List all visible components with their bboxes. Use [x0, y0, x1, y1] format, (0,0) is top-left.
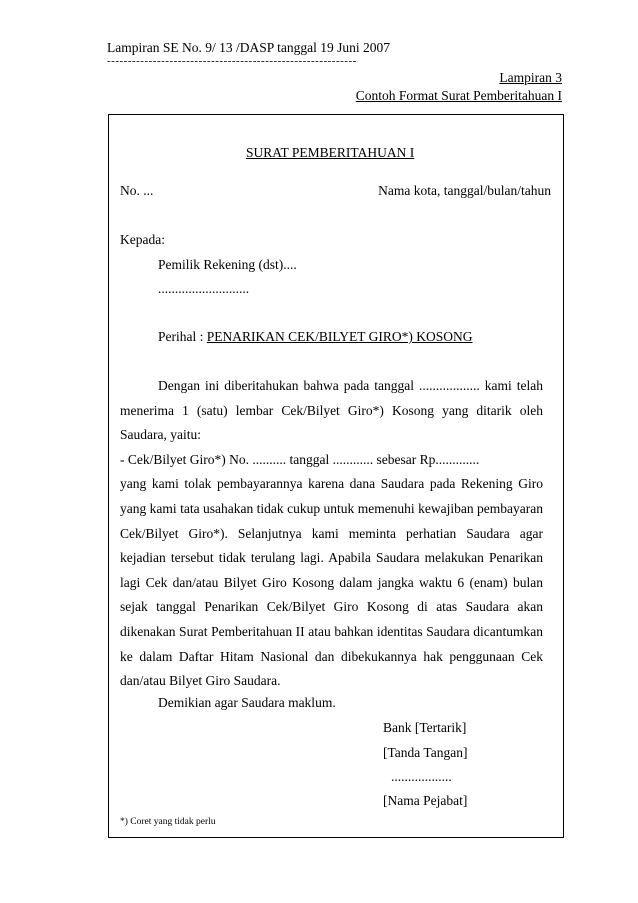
- subject-text: PENARIKAN CEK/BILYET GIRO*) KOSONG: [206, 329, 473, 344]
- official-name: [Nama Pejabat]: [383, 793, 468, 808]
- body-cheque-line: - Cek/Bilyet Giro*) No. .......... tanggal ............ sebesar Rp.............: [120, 451, 480, 467]
- subject-line: [158, 329, 473, 345]
- footnote: *) Coret yang tidak perlu: [120, 817, 216, 827]
- body-paragraph-2: yang kami tolak pembayarannya karena dana Saudara pada Rekening Giro yang kami tata usahakan tidak cukup untuk memenuhi kewajiban pembayaran Cek/Bilyet Giro*). Selanjutnya kami meminta perhatian Saudara agar kejadian tersebut tidak terulang lagi. Apabila Saudara melakukan Penarikan lagi Cek dan/atau Bilyet Giro Kosong dalam jangka waktu 6 (enam) bulan sejak tanggal Penarikan Cek/Bilyet Giro Kosong di atas Saudara akan dikenakan Surat Pemberitahuan II atau bahkan identitas Saudara dicantumkan ke dalam Daftar Hitam Nasional dan dibekukannya hak penggunaan Cek dan/atau Bilyet Giro Saudara.: [120, 476, 543, 689]
- annex-title: Contoh Format Surat Pemberitahuan I: [355, 88, 562, 103]
- body-paragraph-1: Dengan ini diberitahukan bahwa pada tanggal .................. kami telah menerima 1 (satu) lembar Cek/Bilyet Giro*) Kosong yang ditarik oleh Saudara, yaitu:: [120, 378, 543, 443]
- place-date: Nama kota, tanggal/bulan/tahun: [378, 183, 551, 198]
- to-label: Kepada:: [120, 232, 165, 247]
- document-reference: Lampiran SE No. 9/ 13 /DASP tanggal 19 Juni 2007: [107, 40, 390, 55]
- header-divider: ------------------------------------------------------------: [107, 55, 357, 67]
- signature-placeholder: [Tanda Tangan]: [383, 745, 468, 760]
- recipient: Pemilik Rekening (dst)....: [158, 257, 297, 272]
- recipient-dots: ...........................: [158, 281, 250, 296]
- letter-title: SURAT PEMBERITAHUAN I: [246, 145, 415, 160]
- annex-label: Lampiran 3: [499, 70, 562, 85]
- letter-number: No. ...: [120, 183, 154, 198]
- bank-name: Bank [Tertarik]: [383, 720, 467, 735]
- letter-body: [120, 374, 543, 694]
- signature-dots: ..................: [391, 769, 452, 784]
- subject-label: Perihal :: [158, 329, 207, 344]
- closing-sentence: Demikian agar Saudara maklum.: [158, 695, 336, 710]
